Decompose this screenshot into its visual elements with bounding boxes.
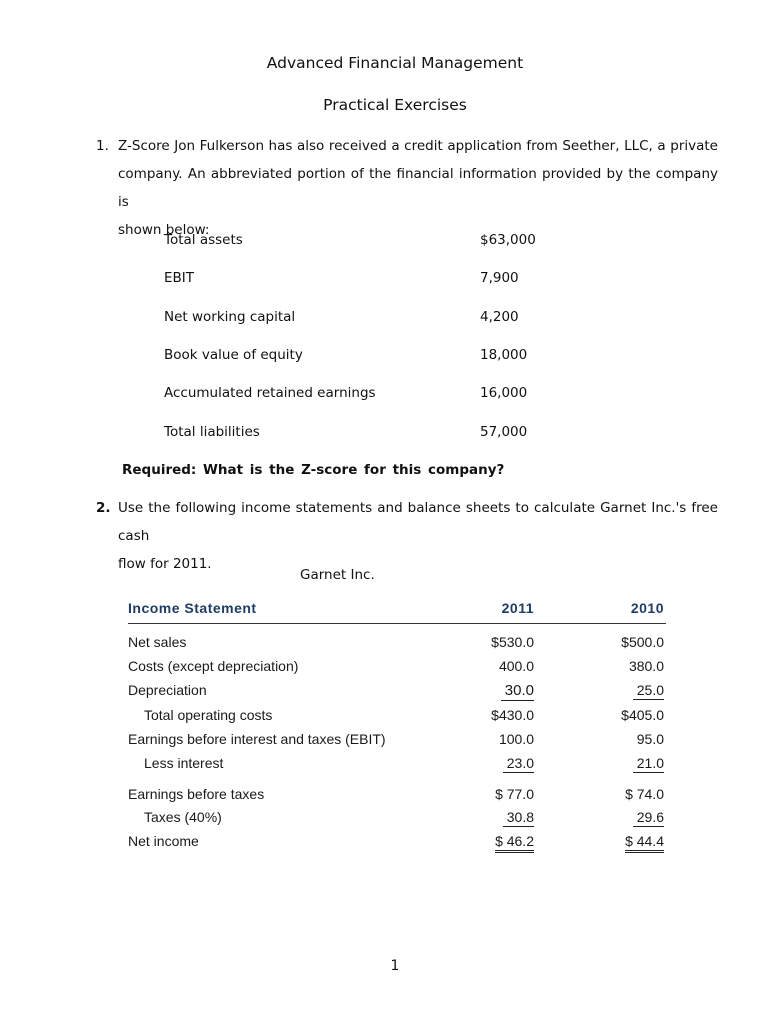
value-2011-text: $ 46.2 (495, 833, 534, 853)
header-rule (128, 623, 666, 624)
value-2011: 400.0 (498, 658, 534, 674)
fin-value: 7,900 (480, 270, 519, 286)
question-1-line: company. An abbreviated portion of the financial information provided by the company is (118, 166, 718, 210)
question-1-line: shown below: (118, 222, 210, 238)
document-subtitle: Practical Exercises (323, 96, 467, 114)
question-2-line: flow for 2011. (118, 556, 212, 572)
value-2010: 380.0 (628, 658, 664, 674)
value-2011 (470, 682, 534, 701)
fin-value: 16,000 (480, 385, 528, 401)
row-label: Total operating costs (144, 707, 273, 723)
value-2011 (470, 833, 534, 853)
question-1-number: 1. (96, 138, 109, 154)
value-2010: $ 74.0 (625, 786, 664, 802)
value-2010: $405.0 (621, 707, 664, 723)
value-2010: $500.0 (621, 634, 664, 650)
required-question: Required: What is the Z-score for this company? (122, 462, 505, 478)
row-label: Less interest (144, 755, 224, 771)
value-2011-text: 30.8 (503, 809, 534, 827)
row-label: Taxes (40%) (144, 809, 222, 825)
fin-value: $63,000 (480, 232, 536, 248)
page-number: 1 (390, 958, 400, 974)
document-title: Advanced Financial Management (266, 54, 524, 72)
fin-value: 18,000 (480, 347, 528, 363)
value-2011: $ 77.0 (495, 786, 534, 802)
value-2010 (600, 833, 664, 853)
value-2011-text: 30.0 (501, 682, 534, 701)
question-1-line: Z-Score Jon Fulkerson has also received a credit application from Seether, LLC, a private (118, 138, 718, 154)
question-1-text (118, 132, 718, 244)
company-name: Garnet Inc. (300, 567, 375, 583)
question-2-number: 2. (96, 500, 111, 516)
value-2010: 95.0 (636, 731, 664, 747)
question-2-text (118, 494, 718, 578)
fin-value: 57,000 (480, 424, 528, 440)
value-2010 (600, 755, 664, 773)
value-2011-text: 23.0 (503, 755, 534, 773)
income-statement-heading: Income Statement (128, 600, 257, 616)
row-label: Net sales (128, 634, 187, 650)
row-label: Earnings before taxes (128, 786, 265, 802)
value-2010 (600, 809, 664, 827)
value-2011 (470, 755, 534, 773)
fin-label: Total liabilities (164, 424, 260, 440)
fin-label: EBIT (164, 270, 195, 286)
row-label: Earnings before interest and taxes (EBIT) (128, 731, 386, 747)
fin-label: Accumulated retained earnings (164, 385, 376, 401)
fin-label: Net working capital (164, 309, 296, 325)
column-header-2011: 2011 (501, 600, 534, 616)
value-2011: 100.0 (498, 731, 534, 747)
question-2-line: Use the following income statements and balance sheets to calculate Garnet Inc.'s free cash (118, 500, 718, 544)
fin-label: Total assets (164, 232, 243, 248)
row-label: Costs (except depreciation) (128, 658, 299, 674)
column-header-2010: 2010 (630, 600, 664, 616)
value-2010-text: 25.0 (633, 682, 664, 700)
fin-value: 4,200 (480, 309, 519, 325)
value-2010 (600, 682, 664, 700)
value-2010-text: 29.6 (633, 809, 664, 827)
value-2011: $430.0 (491, 707, 534, 723)
value-2011: $530.0 (491, 634, 534, 650)
value-2011 (470, 809, 534, 827)
value-2010-text: $ 44.4 (625, 833, 664, 853)
value-2010-text: 21.0 (633, 755, 664, 773)
fin-label: Book value of equity (164, 347, 303, 363)
row-label: Net income (128, 833, 199, 849)
row-label: Depreciation (128, 682, 207, 698)
